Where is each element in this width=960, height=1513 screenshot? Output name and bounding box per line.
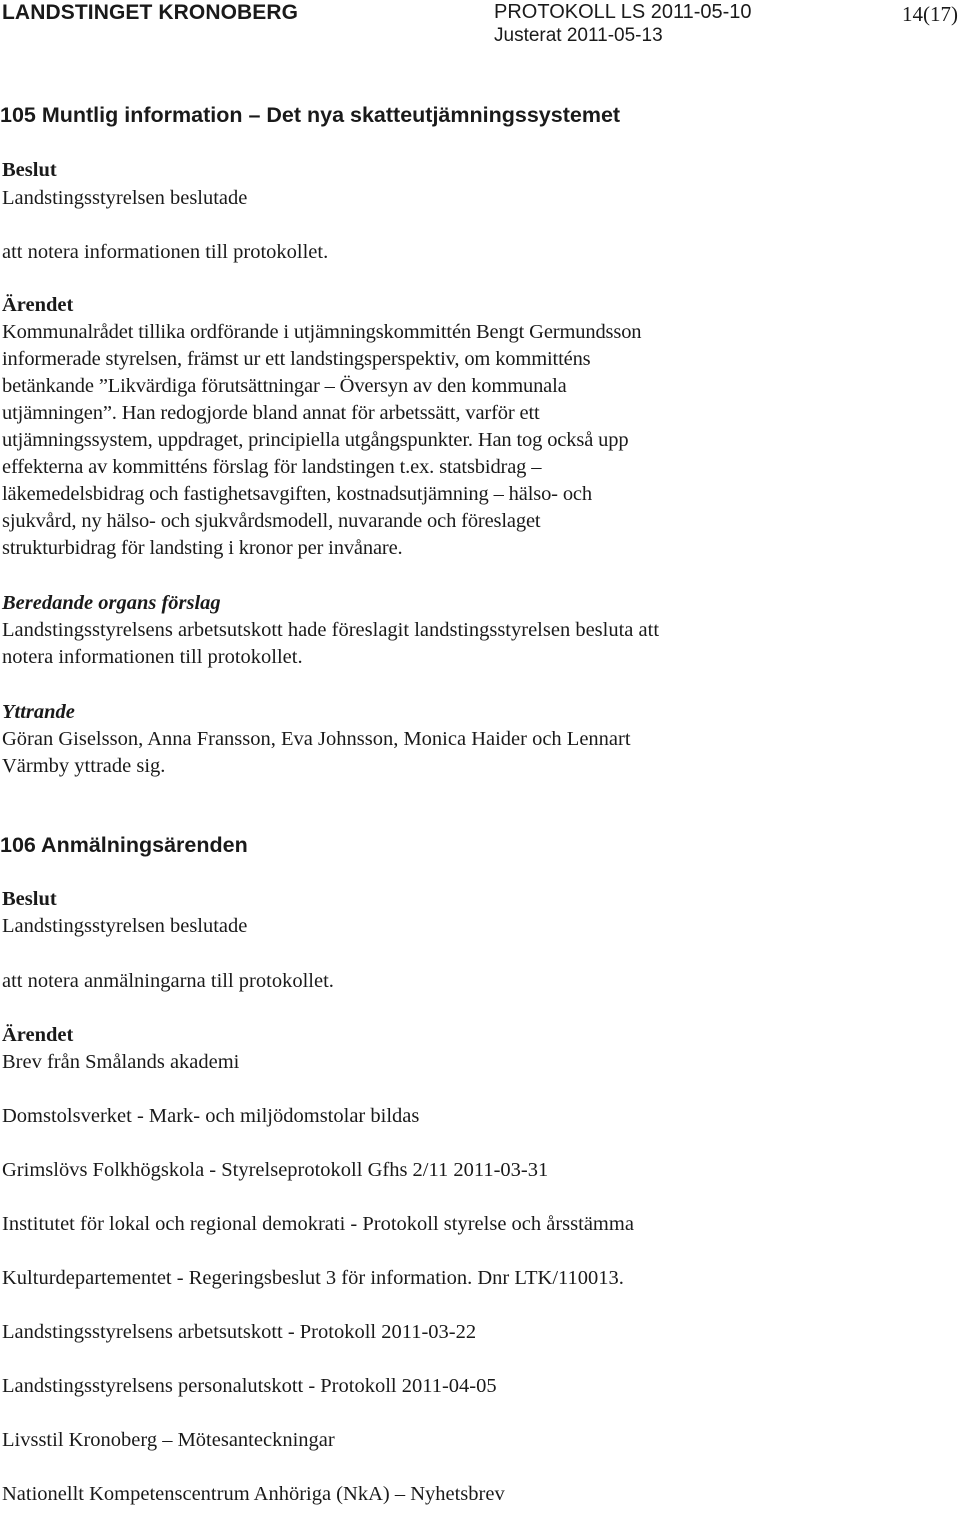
s106-list-item: Domstolsverket - Mark- och miljödomstolar bildas — [2, 1105, 420, 1127]
protocol-label: PROTOKOLL LS 2011-05-10 — [494, 1, 752, 23]
s106-arendet-heading: Ärendet — [2, 1024, 74, 1046]
s105-arendet-line: utjämningssystem, uppdraget, principiella utgångspunkter. Han tog också upp — [2, 429, 629, 451]
s105-arendet-heading: Ärendet — [2, 294, 74, 316]
s105-beredande-line: Landstingsstyrelsens arbetsutskott hade föreslagit landstingsstyrelsen besluta att — [2, 619, 660, 641]
s105-arendet-line: läkemedelsbidrag och fastighetsavgiften, kostnadsutjämning – hälso- och — [2, 483, 592, 505]
adjusted-date: Justerat 2011-05-13 — [494, 25, 663, 46]
s106-beslut-line-1: Landstingsstyrelsen beslutade — [2, 915, 248, 937]
s105-arendet-line: informerade styrelsen, främst ur ett landstingsperspektiv, om kommitténs — [2, 348, 591, 370]
page-number: 14(17) — [902, 2, 958, 26]
s105-yttrande-line: Värmby yttrade sig. — [2, 755, 166, 777]
s106-list-item: Nationellt Kompetenscentrum Anhöriga (NkA) – Nyhetsbrev — [2, 1483, 505, 1505]
s106-list-item: Brev från Smålands akademi — [2, 1051, 240, 1073]
s105-beredande-heading: Beredande organs förslag — [2, 592, 221, 614]
s106-list-item: Institutet för lokal och regional demokrati - Protokoll styrelse och årsstämma — [2, 1213, 634, 1235]
s106-list-item: Kulturdepartementet - Regeringsbeslut 3 för information. Dnr LTK/110013. — [2, 1267, 624, 1289]
s106-list-item: Landstingsstyrelsens arbetsutskott - Protokoll 2011-03-22 — [2, 1321, 477, 1343]
s106-beslut-line-2: att notera anmälningarna till protokollet. — [2, 970, 334, 992]
s105-arendet-line: strukturbidrag för landsting i kronor per invånare. — [2, 537, 403, 559]
s105-beslut-line-1: Landstingsstyrelsen beslutade — [2, 187, 248, 209]
s105-beslut-line-2: att notera informationen till protokollet. — [2, 241, 329, 263]
s105-arendet-line: utjämningen”. Han redogjorde bland annat för arbetssätt, varför ett — [2, 402, 540, 424]
s105-arendet-line: Kommunalrådet tillika ordförande i utjämningskommittén Bengt Germundsson — [2, 321, 642, 343]
section-105-title: 105 Muntlig information – Det nya skatteutjämningssystemet — [0, 103, 621, 127]
organization-name: LANDSTINGET KRONOBERG — [2, 1, 299, 24]
s105-arendet-line: betänkande ”Likvärdiga förutsättningar – Översyn av den kommunala — [2, 375, 567, 397]
s105-beredande-line: notera informationen till protokollet. — [2, 646, 303, 668]
s106-list-item: Landstingsstyrelsens personalutskott - Protokoll 2011-04-05 — [2, 1375, 497, 1397]
s105-arendet-line: effekterna av kommitténs förslag för landstingen t.ex. statsbidrag – — [2, 456, 542, 478]
section-106-title: 106 Anmälningsärenden — [0, 833, 248, 857]
s106-beslut-heading: Beslut — [2, 888, 57, 910]
s105-yttrande-line: Göran Giselsson, Anna Fransson, Eva Johnsson, Monica Haider och Lennart — [2, 728, 631, 750]
s105-yttrande-heading: Yttrande — [2, 701, 75, 723]
s106-list-item: Livsstil Kronoberg – Mötesanteckningar — [2, 1429, 335, 1451]
s105-beslut-heading: Beslut — [2, 159, 57, 181]
s106-list-item: Grimslövs Folkhögskola - Styrelseprotokoll Gfhs 2/11 2011-03-31 — [2, 1159, 549, 1181]
s105-arendet-line: sjukvård, ny hälso- och sjukvårdsmodell, nuvarande och föreslaget — [2, 510, 541, 532]
page-header — [0, 0, 960, 46]
